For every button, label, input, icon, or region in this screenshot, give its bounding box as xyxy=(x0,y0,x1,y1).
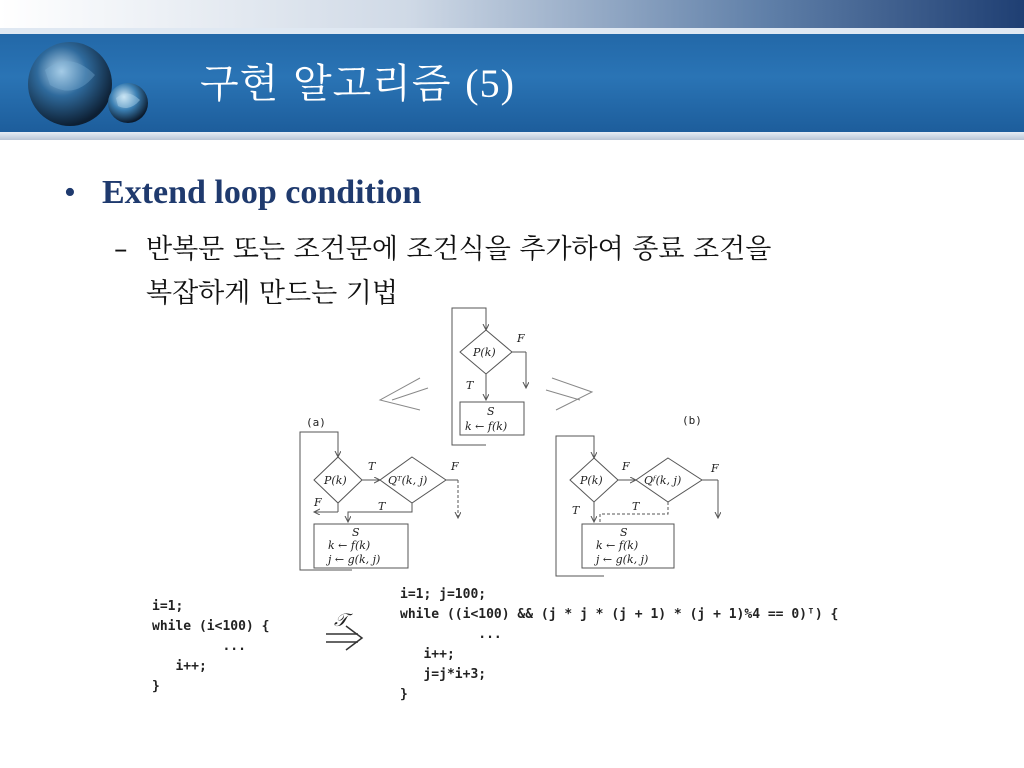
label-t-b2: T xyxy=(632,500,640,513)
label-b: (b) xyxy=(682,414,702,427)
globe-logo-icon xyxy=(0,0,170,140)
code-transformed xyxy=(400,585,838,705)
code-transformed-line: i=1; j=100; xyxy=(400,587,487,602)
bullet-text: Extend loop condition xyxy=(102,174,422,211)
label-f-b2: F xyxy=(711,462,719,475)
code-transformed-line: i++; xyxy=(400,647,455,662)
label-f-top: F xyxy=(517,332,525,345)
bullet-symbol: • xyxy=(64,174,76,211)
slide-header xyxy=(0,0,1024,140)
label-k-top: k ← f(k) xyxy=(465,420,508,433)
label-s-top: S xyxy=(487,405,495,418)
code-original-line: i++; xyxy=(152,659,207,674)
sub-bullet-line-1: 반복문 또는 조건문에 조건식을 추가하여 종료 조건을 xyxy=(146,234,772,265)
label-j-a: j ← g(k, j) xyxy=(328,553,381,566)
code-transformed-line: while ((i<100) && (j * j * (j + 1) * (j + 1)%4 == 0)ᵀ) { xyxy=(400,607,839,622)
label-k-b: k ← f(k) xyxy=(596,539,639,552)
slide-title: 구현 알고리즘 (5) xyxy=(200,61,515,107)
label-qf-b: Qᶠ(k, j) xyxy=(644,474,682,487)
code-original xyxy=(152,597,269,697)
code-original-line: i=1; xyxy=(152,599,184,614)
label-k-a: k ← f(k) xyxy=(328,539,371,552)
arrow-label: 𝒯 xyxy=(334,610,348,631)
code-transformed-line: ... xyxy=(400,627,502,642)
label-t-a2: T xyxy=(378,500,386,513)
code-transformed-line: j=j*i+3; xyxy=(400,667,487,682)
code-original-line: while (i<100) { xyxy=(152,619,270,634)
header-bottom-strip xyxy=(0,132,1024,140)
label-t-top: T xyxy=(466,379,474,392)
sub-bullet-line-2: 복잡하게 만드는 기법 xyxy=(146,278,398,309)
label-s-a: S xyxy=(352,526,360,539)
code-transformed-line: } xyxy=(400,687,408,702)
label-a: (a) xyxy=(306,416,326,429)
code-original-line: } xyxy=(152,679,160,694)
label-f-a2: F xyxy=(314,496,322,509)
label-qt-a: Qᵀ(k, j) xyxy=(388,474,428,487)
label-p-a: P(k) xyxy=(324,474,347,487)
label-f-a1: F xyxy=(451,460,459,473)
label-t-a1: T xyxy=(368,460,376,473)
label-p-b: P(k) xyxy=(580,474,603,487)
label-s-b: S xyxy=(620,526,628,539)
label-t-b1: T xyxy=(572,504,580,517)
sub-bullet-dash: – xyxy=(114,234,128,265)
label-f-b1: F xyxy=(622,460,630,473)
label-j-b: j ← g(k, j) xyxy=(596,553,649,566)
label-p-top: P(k) xyxy=(473,346,496,359)
code-original-line: ... xyxy=(152,639,246,654)
